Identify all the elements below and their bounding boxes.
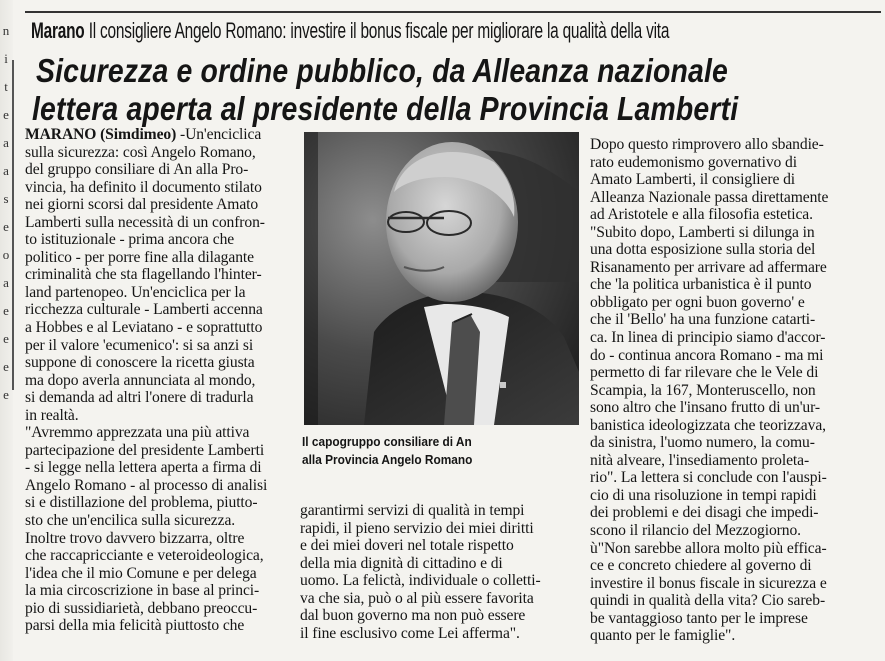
column-line: Dopo questo rimprovero allo sbandie- <box>590 136 824 153</box>
column-divider <box>12 60 14 390</box>
top-rule <box>25 11 881 13</box>
edge-character: o <box>2 247 10 262</box>
column-line: che raccapricciante e veteroideologica, <box>25 547 264 565</box>
edge-character: e <box>3 331 9 346</box>
caption-line-1: Il capogruppo consiliare di An <box>302 434 472 449</box>
column-line: in realtà. <box>25 406 79 424</box>
edge-character: n <box>2 23 10 38</box>
headline-line-2: lettera aperta al presidente della Provincia Lamberti <box>32 90 739 127</box>
article-column-right <box>590 136 852 645</box>
edge-character: a <box>3 275 9 290</box>
edge-character: e <box>3 107 9 122</box>
column-line: per il valore 'ecumenico': si sa anzi si <box>25 336 254 354</box>
edge-character: e <box>3 219 9 234</box>
column-line: criminalità che sta flagellando l'hinter- <box>25 266 262 284</box>
column-line: Scampia, la 167, Monteruscello, non <box>590 381 816 399</box>
column-line: do - continua ancora Romano - ma mi <box>590 346 824 364</box>
column-line: dal buon governo ma non può essere <box>300 607 526 625</box>
column-line: nità alveare, l'insediamento proleta- <box>590 451 810 469</box>
column-line: Amato Lamberti, il consigliere di <box>590 171 795 189</box>
column-line: sto che un'encilica sulla sicurezza. <box>25 512 236 530</box>
column-line: l'idea che il mio Comune e per delega <box>25 564 257 582</box>
column-line: rato eudemonismo governativo di <box>590 153 797 171</box>
column-line: e dei miei doveri nel totale rispetto <box>300 537 514 555</box>
column-line: "Avremmo apprezzata una più attiva <box>25 424 250 442</box>
column-line: Alleanza Nazionale passa direttamente <box>590 188 829 206</box>
column-line: una dotta esposizione sulla storia del <box>590 241 816 259</box>
edge-character: e <box>3 303 9 318</box>
column-line: be vantaggioso tanto per le imprese <box>590 609 808 627</box>
column-line: quanto per le famiglie". <box>590 627 736 645</box>
column-line: banistica ideologizzata che teorizzava, <box>590 416 826 434</box>
column-line: nei giorni scorsi dal presidente Amato <box>25 196 259 214</box>
caption-line-2: alla Provincia Angelo Romano <box>302 452 473 467</box>
column-line: si e distillazione del problema, piutto- <box>25 494 258 512</box>
first-line-text: -Un'enciclica <box>176 126 262 143</box>
edge-character: s <box>3 191 9 206</box>
article-column-left <box>25 126 285 635</box>
column-line: a Hobbes e al Leviatano - e soprattutto <box>25 319 263 337</box>
column-line: ù"Non sarebbe allora molto più effica- <box>590 539 827 557</box>
column-line: parsi della mia felicità piuttosto che <box>25 617 245 635</box>
column-line: da sinistra, l'uomo numero, la comu- <box>590 434 815 452</box>
column-line: politico - per porre fine alla dilagante <box>25 248 254 266</box>
column-line: la mia circoscrizione in base al princi- <box>25 582 260 600</box>
edge-character: a <box>3 163 9 178</box>
column-line: dei problemi e dei disagi che impedi- <box>590 504 819 522</box>
column-line: Angelo Romano - al processo di analisi <box>25 476 268 494</box>
column-line: della mia dignità di cittadino e di <box>300 554 503 572</box>
kicker <box>31 14 670 48</box>
portrait-photo <box>304 132 579 425</box>
column-line: land partenopeo. Un'enciclica per la <box>25 283 246 301</box>
column-line: si demanda ad altri l'onere di tradurla <box>25 389 254 407</box>
headline-line-1: Sicurezza e ordine pubblico, da Alleanza nazionale <box>36 52 728 89</box>
column-line: pio di sussidiarietà, debbano preoccu- <box>25 599 258 617</box>
column-line: rio". La lettera si conclude con l'auspi- <box>590 469 827 487</box>
kicker-location: Marano <box>31 18 85 43</box>
edge-character: t <box>4 79 8 94</box>
column-line: cio di una risoluzione in tempi rapidi <box>590 486 817 504</box>
portrait-illustration <box>304 132 579 425</box>
edge-character: e <box>3 387 9 402</box>
column-line: ca. In linea di principio siamo d'accor- <box>590 329 826 347</box>
column-line: Risanamento per arrivare ad affermare <box>590 258 827 276</box>
column-line: "Subito dopo, Lamberti si dilunga in <box>590 223 815 241</box>
kicker-text: Il consigliere Angelo Romano: investire il bonus fiscale per migliorare la qualità della vita <box>88 18 670 43</box>
column-line: scono il rilancio del Mezzogiorno. <box>590 522 801 540</box>
column-line: ricchezza culturale - Lamberti accenna <box>25 301 263 319</box>
column-line: obbligato per ogni buon governo' e <box>590 293 805 311</box>
column-line: del gruppo consiliare di An alla Pro- <box>25 161 249 179</box>
column-line: sono altro che l'insano frutto di un'ur- <box>590 399 820 417</box>
column-line <box>25 126 285 144</box>
column-line: Inoltre trovo davvero bizzarra, oltre <box>25 529 245 547</box>
edge-character: i <box>4 51 8 66</box>
column-line: garantirmi servizi di qualità in tempi <box>300 502 525 519</box>
photo-caption <box>302 433 554 469</box>
column-line: ad Aristotele e alla filosofia estetica. <box>590 206 813 224</box>
column-line: uomo. La felictà, individuale o colletti- <box>300 572 541 590</box>
column-line: vincia, ha definito il documento stilato <box>25 178 262 196</box>
column-line: Lamberti sulla necessità di un confron- <box>25 213 265 231</box>
column-line: che 'la politica urbanistica è il punto <box>590 276 812 294</box>
column-line: il fine esclusivo come Lei afferma". <box>300 624 520 642</box>
edge-character: a <box>3 135 9 150</box>
article-column-middle <box>300 502 572 642</box>
column-line: sulla sicurezza: così Angelo Romano, <box>25 143 256 161</box>
column-line: investire il bonus fiscale in sicurezza e <box>590 574 827 592</box>
column-line: quindi in qualità della vita? Cio sareb- <box>590 592 826 610</box>
column-line: ma dopo averla annunciata al mondo, <box>25 371 256 389</box>
column-line: rapidi, il pieno servizio dei miei diritti <box>300 519 534 537</box>
column-line: to istituzionale - prima ancora che <box>25 231 235 249</box>
column-line: che il 'Bello' ha una funzione catarti- <box>590 311 816 329</box>
column-line: - si legge nella lettera aperta a firma di <box>25 459 262 477</box>
column-line: va che sia, può o al più essere favorita <box>300 589 534 607</box>
column-line: ce e concreto chiedere al governo di <box>590 557 812 575</box>
edge-character: e <box>3 359 9 374</box>
dateline: MARANO (Simdimeo) <box>25 126 177 143</box>
column-line: permetto di far rilevare che le Vele di <box>590 364 819 382</box>
column-line: partecipazione del presidente Lamberti <box>25 441 265 459</box>
column-line: suppone di conoscere la ricetta giusta <box>25 354 255 372</box>
